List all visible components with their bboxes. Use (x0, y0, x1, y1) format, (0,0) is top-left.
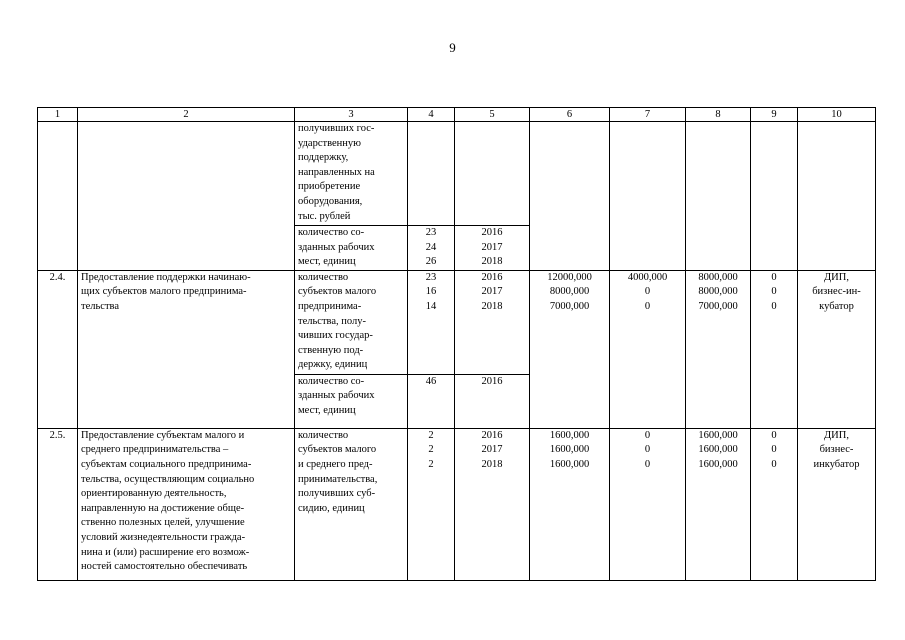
cell-total (530, 122, 610, 271)
header-cell: 9 (751, 108, 798, 122)
cell-col7: 4000,000 0 0 (610, 270, 686, 428)
cell-num (38, 122, 78, 271)
cell-values: 23 16 14 (408, 270, 455, 374)
cell-indicator: количество со- зданных рабочих мест, единиц (295, 226, 408, 271)
header-cell: 4 (408, 108, 455, 122)
cell-executor: ДИП, бизнес- инкубатор (798, 428, 876, 580)
header-cell: 5 (455, 108, 530, 122)
cell-col9 (751, 122, 798, 271)
cell-years (455, 122, 530, 226)
cell-col7 (610, 122, 686, 271)
cell-values: 2 2 2 (408, 428, 455, 580)
cell-executor (798, 122, 876, 271)
page-number: 9 (449, 40, 456, 55)
header-cell: 8 (686, 108, 751, 122)
cell-years: 2016 2017 2018 (455, 226, 530, 271)
cell-col8 (686, 122, 751, 271)
cell-executor: ДИП, бизнес-ин- кубатор (798, 270, 876, 428)
header-cell: 1 (38, 108, 78, 122)
header-row (38, 108, 876, 122)
cell-num: 2.5. (38, 428, 78, 580)
cell-values: 23 24 26 (408, 226, 455, 271)
cell-values (408, 122, 455, 226)
cell-years: 2016 2017 2018 (455, 270, 530, 374)
cell-total: 1600,000 1600,000 1600,000 (530, 428, 610, 580)
header-cell: 10 (798, 108, 876, 122)
cell-name (78, 122, 295, 271)
cell-name: Предоставление субъектам малого и среднего предпринимательства – субъектам социального предпринима- тельства, осуществляющим социально ориентированную деятельность, направленную на достижение обще- ственно полезных целей, улучшение условий жизнедеятельности гражда- нина и (или) расширение его возмож- ностей самостоятельно обеспечивать (78, 428, 295, 580)
header-cell: 6 (530, 108, 610, 122)
program-table (37, 107, 876, 581)
cell-col9: 0 0 0 (751, 428, 798, 580)
header-cell: 2 (78, 108, 295, 122)
cell-indicator: количество субъектов малого предпринима- тельства, полу- чивших государ- ственную под- держку, единиц (295, 270, 408, 374)
header-cell: 7 (610, 108, 686, 122)
cell-col7: 0 0 0 (610, 428, 686, 580)
cell-col8: 8000,000 8000,000 7000,000 (686, 270, 751, 428)
cell-name: Предоставление поддержки начинаю- щих субъектов малого предпринима- тельства (78, 270, 295, 428)
cell-col9: 0 0 0 (751, 270, 798, 428)
cell-indicator: получивших гос- ударственную поддержку, направленных на приобретение оборудования, тыс. рублей (295, 122, 408, 226)
table-row (38, 428, 876, 580)
cell-col8: 1600,000 1600,000 1600,000 (686, 428, 751, 580)
table-row (38, 122, 876, 226)
header-cell: 3 (295, 108, 408, 122)
cell-years: 2016 (455, 374, 530, 428)
cell-indicator: количество со- зданных рабочих мест, единиц (295, 374, 408, 428)
cell-total: 12000,000 8000,000 7000,000 (530, 270, 610, 428)
cell-indicator: количество субъектов малого и среднего пред- принимательства, получивших суб- сидию, единиц (295, 428, 408, 580)
cell-values: 46 (408, 374, 455, 428)
table-row (38, 270, 876, 374)
cell-years: 2016 2017 2018 (455, 428, 530, 580)
cell-num: 2.4. (38, 270, 78, 428)
